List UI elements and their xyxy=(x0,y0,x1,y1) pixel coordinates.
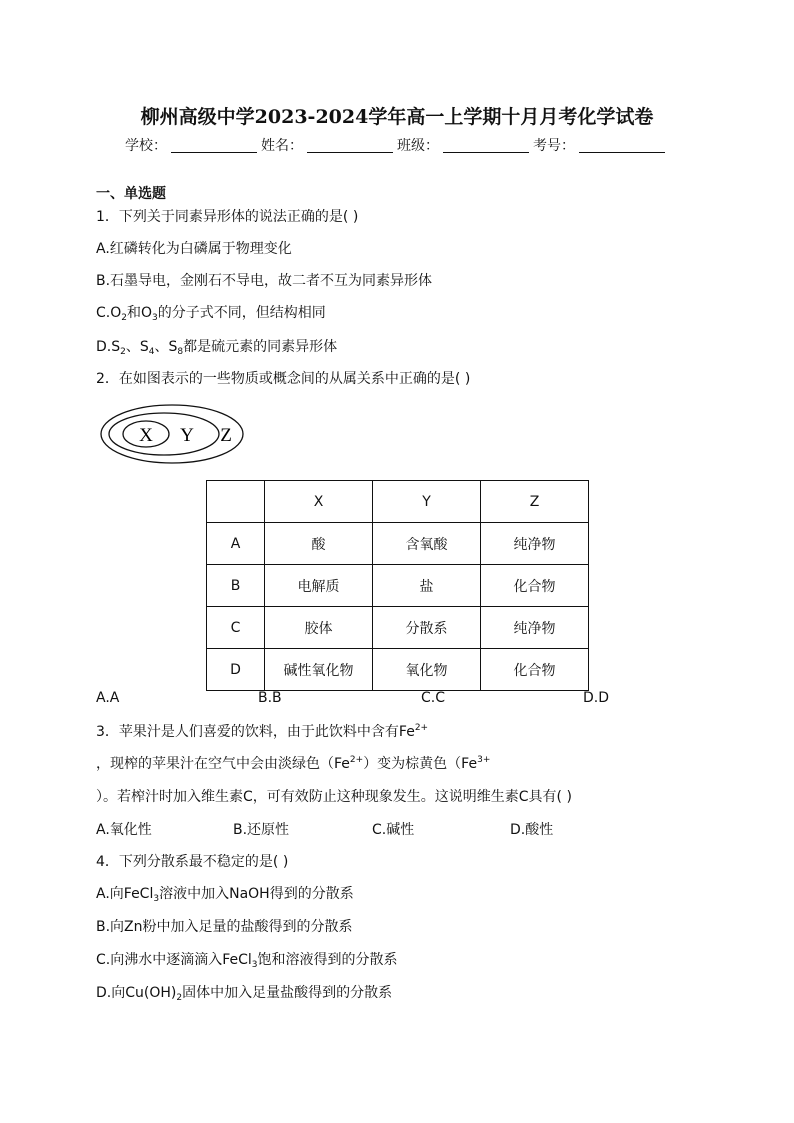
table-cell: 分散系 xyxy=(373,607,481,649)
q1-d-sub: 2 xyxy=(120,347,126,357)
table-cell: 含氧酸 xyxy=(373,523,481,565)
q4-c-text: 饱和溶液得到的分散系 xyxy=(257,952,398,968)
q3-sup: 3+ xyxy=(477,755,491,765)
table-cell: A xyxy=(207,523,265,565)
table-cell: Z xyxy=(481,481,589,523)
q1-c-text: C.O xyxy=(96,305,122,321)
name-blank[interactable] xyxy=(307,152,393,153)
table-cell: 化合物 xyxy=(481,649,589,691)
q2-option-b[interactable]: B.B xyxy=(258,690,282,706)
q3-text: ）变为棕黄色（Fe xyxy=(363,756,478,772)
table-row xyxy=(207,649,589,691)
q1-stem: 1．下列关于同素异形体的说法正确的是( ) xyxy=(96,209,359,225)
table-row xyxy=(207,607,589,649)
q3-text: ，现榨的苹果汁在空气中会由淡绿色（Fe xyxy=(96,756,350,772)
label-x: X xyxy=(139,425,153,446)
table-cell: 胶体 xyxy=(265,607,373,649)
q4-a-text: A.向FeCl xyxy=(96,886,154,902)
table-cell: B xyxy=(207,565,265,607)
q3-line2 xyxy=(96,753,490,773)
table-cell xyxy=(207,481,265,523)
q2-option-a[interactable]: A.A xyxy=(96,690,120,706)
q1-d-text: 都是硫元素的同素异形体 xyxy=(183,339,338,355)
q3-option-d[interactable]: D.酸性 xyxy=(510,822,554,838)
class-label: 班级： xyxy=(397,138,439,154)
exam-title: 柳州高级中学2023-2024学年高一上学期十月月考化学试卷 xyxy=(140,106,654,128)
table-cell: 纯净物 xyxy=(481,607,589,649)
q3-sup: 2+ xyxy=(414,723,429,733)
q4-stem: 4．下列分散系最不稳定的是( ) xyxy=(96,854,289,870)
table-cell: Y xyxy=(373,481,481,523)
q1-option-b: B.石墨导电，金刚石不导电，故二者不互为同素异形体 xyxy=(96,273,433,289)
q4-c-sub: 3 xyxy=(251,960,258,970)
table-cell: C xyxy=(207,607,265,649)
table-row xyxy=(207,565,589,607)
q4-option-d xyxy=(96,982,392,1003)
q1-d-text: 、S xyxy=(154,339,178,355)
q1-c-sub: 2 xyxy=(121,313,127,323)
q3-text: 3．苹果汁是人们喜爱的饮料，由于此饮料中含有Fe xyxy=(96,724,415,740)
ellipse-y xyxy=(109,413,219,455)
q2-option-d[interactable]: D.D xyxy=(583,690,610,706)
table-cell: 纯净物 xyxy=(481,523,589,565)
q1-c-text: 的分子式不同，但结构相同 xyxy=(157,305,326,321)
q4-option-a xyxy=(96,883,354,904)
section-title: 一、单选题 xyxy=(96,186,166,202)
q4-d-sub: 2 xyxy=(176,993,183,1003)
table-cell: D xyxy=(207,649,265,691)
q2-stem: 2．在如图表示的一些物质或概念间的从属关系中正确的是( ) xyxy=(96,371,471,387)
table-cell: 盐 xyxy=(373,565,481,607)
q4-option-b: B.向Zn粉中加入足量的盐酸得到的分散系 xyxy=(96,919,353,935)
table-cell: 氧化物 xyxy=(373,649,481,691)
q3-option-a[interactable]: A.氧化性 xyxy=(96,822,152,838)
number-blank[interactable] xyxy=(579,152,665,153)
table-cell: 酸 xyxy=(265,523,373,565)
q2-option-c[interactable]: C.C xyxy=(421,690,446,706)
q1-option-d xyxy=(96,336,337,357)
q1-d-sub: 8 xyxy=(177,347,184,357)
table-cell: 化合物 xyxy=(481,565,589,607)
q3-option-c[interactable]: C.碱性 xyxy=(372,822,415,838)
q1-d-text: D.S xyxy=(96,339,121,355)
table-cell: X xyxy=(265,481,373,523)
school-blank[interactable] xyxy=(171,152,257,153)
table-cell: 电解质 xyxy=(265,565,373,607)
q3-line3: ）。若榨汁时加入维生素C，可有效防止这种现象发生。这说明维生素C具有( ) xyxy=(96,789,572,805)
table-cell: 碱性氧化物 xyxy=(265,649,373,691)
q4-option-c xyxy=(96,949,398,970)
q3-line1 xyxy=(96,721,428,741)
number-label: 考号： xyxy=(533,138,575,154)
table-header-row xyxy=(207,481,589,523)
q2-options-table xyxy=(206,480,589,691)
q1-option-a: A.红磷转化为白磷属于物理变化 xyxy=(96,241,292,257)
table-row xyxy=(207,523,589,565)
q4-c-text: C.向沸水中逐滴滴入FeCl xyxy=(96,952,252,968)
q1-c-text: 和O xyxy=(126,305,153,321)
label-y: Y xyxy=(180,425,194,446)
q4-d-text: D.向Cu(OH) xyxy=(96,985,177,1001)
school-label: 学校： xyxy=(125,138,167,154)
q4-a-sub: 3 xyxy=(153,894,160,904)
class-blank[interactable] xyxy=(443,152,529,153)
q3-sup: 2+ xyxy=(349,755,364,765)
q1-c-sub: 3 xyxy=(152,313,158,323)
q1-option-c xyxy=(96,302,326,323)
q3-option-b[interactable]: B.还原性 xyxy=(233,822,290,838)
q4-a-text: 溶液中加入NaOH得到的分散系 xyxy=(159,886,354,902)
q4-d-text: 固体中加入足量盐酸得到的分散系 xyxy=(182,985,393,1001)
q1-d-text: 、S xyxy=(125,339,149,355)
label-z: Z xyxy=(220,425,232,446)
q1-d-sub: 4 xyxy=(148,347,155,357)
nested-ellipse-diagram xyxy=(98,402,248,468)
name-label: 姓名： xyxy=(261,138,303,154)
student-info xyxy=(0,135,794,155)
